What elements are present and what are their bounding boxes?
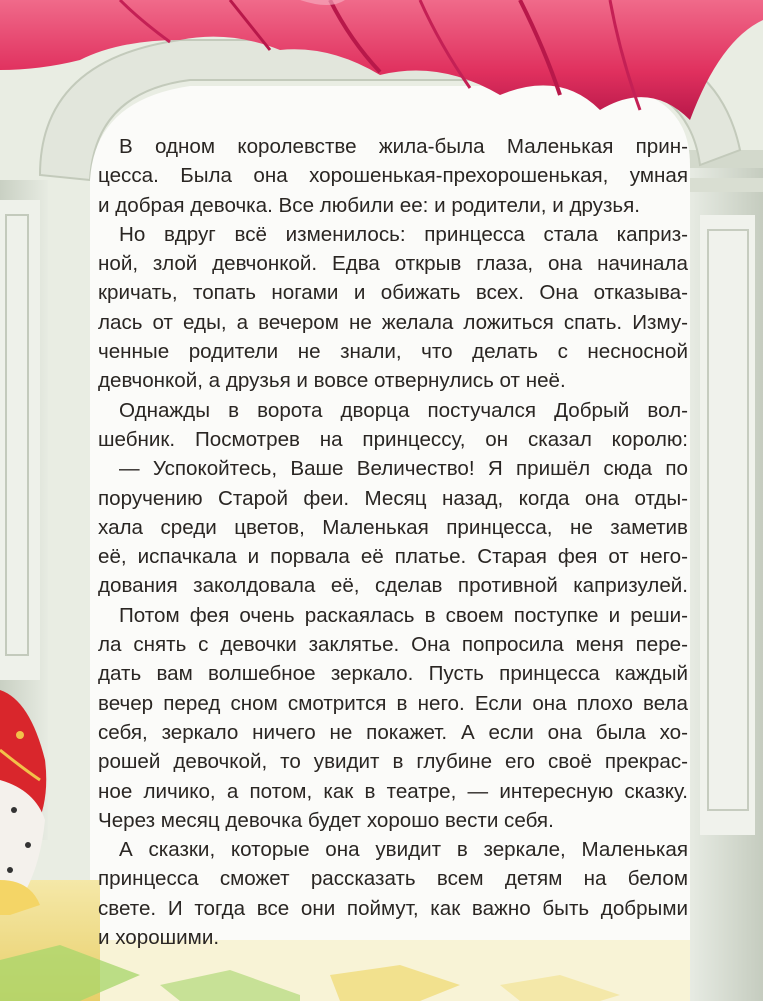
text-line: шебник. Посмотрев на принцессу, он сказал королю: [98,427,688,451]
text-line: Однажды в ворота дворца постучался Добрый вол- [119,398,688,422]
text-line: и хорошими. [98,926,220,950]
text-line: Но вдруг всё изменилось: принцесса стала каприз- [119,222,688,246]
text-line: ное личико, а потом, как в театре, — интересную сказку. [98,779,688,803]
text-line: поручению Старой феи. Месяц назад, когда она отды- [98,486,688,510]
story-paragraph-4 [98,454,688,600]
story-paragraph-5 [98,601,688,835]
text-line: рошей девочкой, то увидит в глубине его своё прекрас- [98,750,688,774]
text-line: хала среди цветов, Маленькая принцесса, не заметив [98,515,688,539]
text-line: вечер перед сном смотрится в него. Если она плохо вела [98,691,688,715]
text-line: ной, злой девчонкой. Едва открыв глаза, она начинала [98,252,688,276]
text-line: дать вам волшебное зеркало. Пусть принцесса каждый [98,662,688,686]
text-line: свете. И тогда все они поймут, как важно быть добрыми [98,896,688,920]
story-paragraph-1 [98,132,688,220]
text-line: себя, зеркало ничего не покажет. А если она была хо- [98,720,688,744]
text-line: девчонкой, а друзья и вовсе отвернулись от неё. [98,369,566,393]
story-paragraph-3 [98,396,688,455]
story-paragraph-2 [98,220,688,396]
text-line: цесса. Была она хорошенькая-прехорошенькая, умная [98,164,688,188]
text-line: её, испачкала и порвала её платье. Старая фея от него- [98,545,688,569]
story-text [98,132,688,1001]
text-line: Через месяц девочка будет хорошо вести себя. [98,808,554,832]
text-line: ла снять с девочки заклятье. Она попросила меня пере- [98,633,688,657]
text-line: и добрая девочка. Все любили ее: и родители, и друзья. [98,193,641,217]
text-line: Потом фея очень раскаялась в своем поступке и реши- [119,603,688,627]
text-line: кричать, топать ногами и обижать всех. Она отказыва- [98,281,688,305]
text-line: принцесса сможет рассказать всем детям на белом [98,867,688,891]
text-line: лась от еды, а вечером не желала ложиться спать. Изму- [98,310,688,334]
story-paragraph-6 [98,835,688,952]
text-line: дования заколдовала её, сделав противной капризулей. [98,574,688,598]
text-line: В одном королевстве жила-была Маленькая прин- [119,135,688,158]
text-line: ченные родители не знали, что делать с несносной [98,340,688,364]
text-line: А сказки, которые она увидит в зеркале, Маленькая [119,838,688,862]
text-line: — Успокойтесь, Ваше Величество! Я пришёл сюда по [119,457,688,481]
